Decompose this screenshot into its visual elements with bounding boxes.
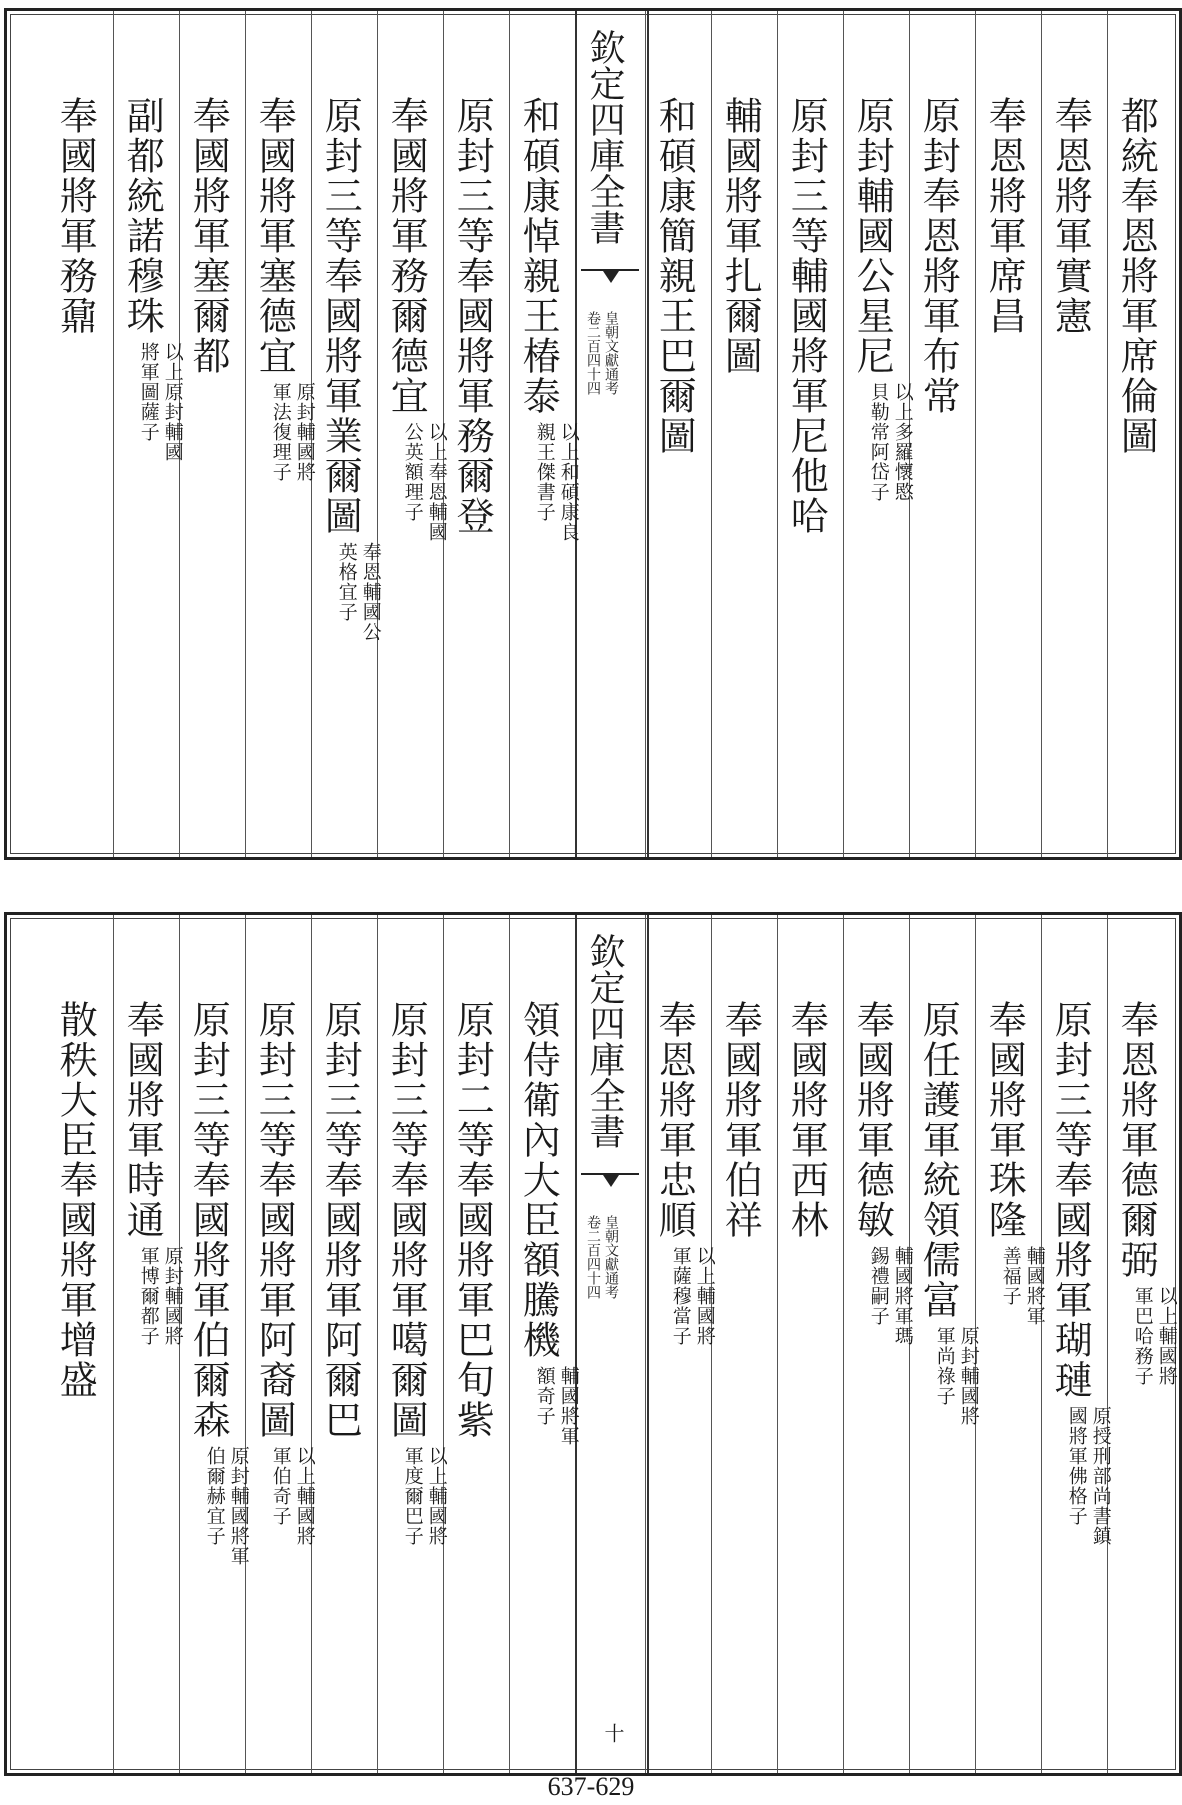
text-column bbox=[47, 11, 113, 857]
annotation-line: 以上輔國將 bbox=[425, 1446, 448, 1546]
chapter-info-line: 皇朝文獻通考 bbox=[603, 1215, 619, 1299]
center-fold bbox=[575, 11, 649, 857]
annotation-note bbox=[402, 422, 448, 542]
bottom-page bbox=[4, 912, 1182, 1776]
column-main-text: 奉國將軍德敏 bbox=[850, 1000, 895, 1240]
column-main-text: 原封三等奉國將軍阿爾巴 bbox=[318, 1000, 363, 1440]
column-main-text: 原封三等奉國將軍業爾圖 bbox=[318, 96, 363, 536]
annotation-note bbox=[138, 342, 184, 462]
annotation-line: 親王傑書子 bbox=[533, 422, 556, 522]
annotation-line: 錫禮嗣子 bbox=[867, 1246, 890, 1326]
column-main-text: 原封三等奉國將軍瑚璉 bbox=[1048, 1000, 1093, 1400]
text-column bbox=[179, 915, 250, 1773]
annotation-line: 以上和碩康良 bbox=[557, 422, 580, 542]
annotation-line: 原封輔國將 bbox=[957, 1326, 980, 1426]
annotation-line: 軍博爾都子 bbox=[137, 1246, 160, 1346]
column-main-text: 奉國將軍伯祥 bbox=[718, 1000, 763, 1240]
column-main-text: 原封三等奉國將軍噶爾圖 bbox=[384, 1000, 429, 1440]
annotation-line: 以上輔國將 bbox=[1155, 1286, 1178, 1386]
annotation-line: 以上多羅懷愍 bbox=[891, 382, 914, 502]
annotation-line: 軍尚祿子 bbox=[933, 1326, 956, 1406]
column-main-text: 和碩康悼親王椿泰 bbox=[516, 96, 561, 416]
column-main-text: 原封三等奉國將軍伯爾森 bbox=[186, 1000, 231, 1440]
annotation-note bbox=[1066, 1406, 1112, 1546]
annotation-line: 原封輔國將 bbox=[293, 382, 316, 482]
annotation-line: 軍度爾巴子 bbox=[401, 1446, 424, 1546]
text-column bbox=[975, 915, 1046, 1773]
annotation-line: 貝勒常阿岱子 bbox=[867, 382, 890, 502]
annotation-line: 輔國將軍 bbox=[557, 1366, 580, 1446]
annotation-line: 軍巴哈務子 bbox=[1131, 1286, 1154, 1386]
annotation-note bbox=[868, 1246, 914, 1346]
annotation-line: 善福子 bbox=[999, 1246, 1022, 1306]
text-column bbox=[245, 11, 316, 857]
text-column bbox=[311, 11, 382, 857]
text-column bbox=[645, 11, 712, 857]
text-column bbox=[47, 915, 113, 1773]
annotation-note bbox=[534, 422, 580, 542]
text-column bbox=[777, 915, 844, 1773]
top-page bbox=[4, 8, 1182, 860]
folio-number: 十 bbox=[601, 1723, 625, 1743]
annotation-note bbox=[270, 1446, 316, 1546]
column-main-text: 原封輔國公星尼 bbox=[850, 96, 895, 376]
column-main-text: 和碩康簡親王巴爾圖 bbox=[652, 96, 697, 456]
book-title: 欽定四庫全書 bbox=[584, 933, 625, 1149]
text-column bbox=[909, 915, 980, 1773]
text-column bbox=[377, 915, 448, 1773]
text-column bbox=[1107, 915, 1178, 1773]
text-column bbox=[1107, 11, 1174, 857]
column-main-text: 奉恩將軍德爾弼 bbox=[1114, 1000, 1159, 1280]
fish-tail-mark-icon bbox=[581, 1173, 639, 1197]
text-column bbox=[645, 915, 716, 1773]
column-main-text: 奉國將軍務爾德宜 bbox=[384, 96, 429, 416]
column-main-text: 都統奉恩將軍席倫圖 bbox=[1114, 96, 1159, 456]
annotation-line: 國將軍佛格子 bbox=[1065, 1406, 1088, 1526]
annotation-line: 將軍圖薩子 bbox=[137, 342, 160, 442]
text-column bbox=[113, 11, 184, 857]
chapter-info-line: 卷二百四十四 bbox=[585, 1215, 601, 1299]
annotation-line: 以上原封輔國 bbox=[161, 342, 184, 462]
annotation-line: 以上輔國將 bbox=[293, 1446, 316, 1546]
chapter-info-line: 卷二百四十四 bbox=[585, 311, 601, 395]
annotation-line: 以上奉恩輔國 bbox=[425, 422, 448, 542]
text-column bbox=[443, 11, 510, 857]
text-column bbox=[377, 11, 448, 857]
annotation-note bbox=[138, 1246, 184, 1346]
column-main-text: 原封奉恩將軍布常 bbox=[916, 96, 961, 416]
column-main-text: 奉國將軍西林 bbox=[784, 1000, 829, 1240]
text-column bbox=[711, 11, 778, 857]
plate-number: 637-629 bbox=[547, 1772, 635, 1801]
annotation-line: 原授刑部尚書鎮 bbox=[1089, 1406, 1112, 1546]
text-column bbox=[245, 915, 316, 1773]
chapter-info bbox=[585, 1215, 619, 1299]
annotation-line: 額奇子 bbox=[533, 1366, 556, 1426]
column-main-text: 奉國將軍務鼐 bbox=[53, 96, 98, 336]
annotation-note bbox=[534, 1366, 580, 1446]
text-column bbox=[113, 915, 184, 1773]
annotation-line: 公英額理子 bbox=[401, 422, 424, 522]
annotation-note bbox=[868, 382, 914, 502]
annotation-line: 原封輔國將 bbox=[161, 1246, 184, 1346]
chapter-info bbox=[585, 311, 619, 395]
annotation-line: 奉恩輔國公 bbox=[359, 542, 382, 642]
text-column bbox=[179, 11, 246, 857]
text-column bbox=[975, 11, 1042, 857]
fish-tail-mark-icon bbox=[581, 269, 639, 293]
annotation-line: 以上輔國將 bbox=[693, 1246, 716, 1346]
column-main-text: 散秩大臣奉國將軍增盛 bbox=[53, 1000, 98, 1400]
column-main-text: 奉恩將軍席昌 bbox=[982, 96, 1027, 336]
text-column bbox=[443, 915, 510, 1773]
column-main-text: 奉國將軍珠隆 bbox=[982, 1000, 1027, 1240]
text-column bbox=[1041, 915, 1112, 1773]
annotation-note bbox=[402, 1446, 448, 1546]
text-column bbox=[509, 11, 580, 857]
column-main-text: 奉國將軍塞爾都 bbox=[186, 96, 231, 376]
column-main-text: 輔國將軍扎爾圖 bbox=[718, 96, 763, 376]
annotation-note bbox=[1132, 1286, 1178, 1386]
column-main-text: 奉國將軍塞德宜 bbox=[252, 96, 297, 376]
column-main-text: 原封三等奉國將軍務爾登 bbox=[450, 96, 495, 536]
annotation-note bbox=[270, 382, 316, 482]
annotation-line: 輔國將軍 bbox=[1023, 1246, 1046, 1326]
column-main-text: 原任護軍統領儒富 bbox=[916, 1000, 961, 1320]
column-main-text: 奉恩將軍忠順 bbox=[652, 1000, 697, 1240]
annotation-note bbox=[934, 1326, 980, 1426]
text-column bbox=[909, 11, 976, 857]
annotation-note bbox=[1000, 1246, 1046, 1326]
column-main-text: 奉恩將軍實憲 bbox=[1048, 96, 1093, 336]
text-column bbox=[509, 915, 580, 1773]
column-main-text: 副都統諾穆珠 bbox=[120, 96, 165, 336]
text-column bbox=[1041, 11, 1108, 857]
annotation-line: 軍伯奇子 bbox=[269, 1446, 292, 1526]
annotation-line: 軍法復理子 bbox=[269, 382, 292, 482]
annotation-line: 軍薩穆當子 bbox=[669, 1246, 692, 1346]
column-main-text: 奉國將軍時通 bbox=[120, 1000, 165, 1240]
text-column bbox=[843, 11, 914, 857]
annotation-line: 原封輔國將軍 bbox=[227, 1446, 250, 1566]
annotation-line: 輔國將軍瑪 bbox=[891, 1246, 914, 1346]
annotation-note bbox=[204, 1446, 250, 1566]
column-main-text: 原封三等輔國將軍尼他哈 bbox=[784, 96, 829, 536]
column-main-text: 原封二等奉國將軍巴旬紫 bbox=[450, 1000, 495, 1440]
book-title: 欽定四庫全書 bbox=[584, 29, 625, 245]
text-column bbox=[843, 915, 914, 1773]
center-fold bbox=[575, 915, 649, 1773]
column-main-text: 原封三等奉國將軍阿裔圖 bbox=[252, 1000, 297, 1440]
annotation-line: 伯爾赫宜子 bbox=[203, 1446, 226, 1546]
text-column bbox=[311, 915, 378, 1773]
annotation-line: 英格宜子 bbox=[335, 542, 358, 622]
annotation-note bbox=[336, 542, 382, 642]
annotation-note bbox=[670, 1246, 716, 1346]
text-column bbox=[711, 915, 778, 1773]
column-main-text: 領侍衛內大臣額騰機 bbox=[516, 1000, 561, 1360]
chapter-info-line: 皇朝文獻通考 bbox=[603, 311, 619, 395]
text-column bbox=[777, 11, 844, 857]
